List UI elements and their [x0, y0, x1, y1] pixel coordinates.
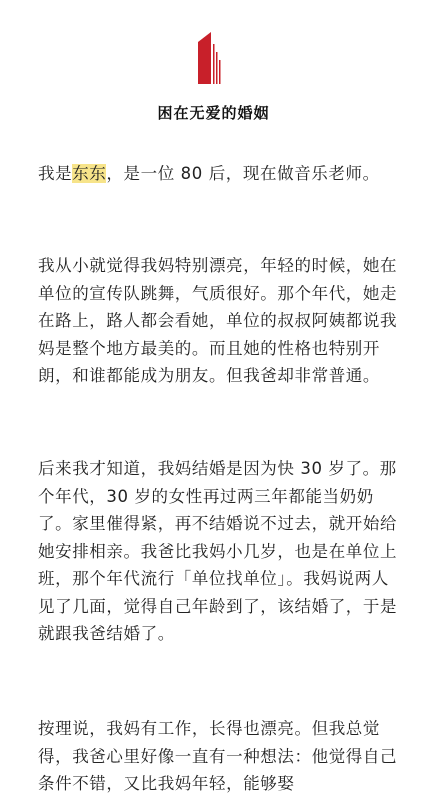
highlighted-name: 东东: [72, 164, 107, 183]
intro-text-before: 我是: [38, 164, 73, 183]
paragraph-father: 按理说，我妈有工作，长得也漂亮。但我总觉得，我爸心里好像一直有一种想法：他觉得自己条件不错，又比我妈年轻，能够娶: [38, 719, 398, 793]
article-title: 困在无爱的婚姻: [157, 104, 270, 122]
publication-logo: [194, 30, 224, 86]
paragraph-intro: [38, 160, 398, 188]
logo-icon: [194, 30, 224, 86]
paragraph-marriage: 后来我才知道，我妈结婚是因为快 30 岁了。那个年代，30 岁的女性再过两三年都能当奶奶了。家里催得紧，再不结婚说不过去，就开始给她安排相亲。我爸比我妈小几岁，也是在单位上班，那个年代流行「单位找单位」。我妈说两人见了几面，觉得自己年龄到了，该结婚了，于是就跟我爸结婚了。: [38, 459, 398, 643]
paragraph-mother: 我从小就觉得我妈特别漂亮，年轻的时候，她在单位的宣传队跳舞，气质很好。那个年代，她走在路上，路人都会看她，单位的叔叔阿姨都说我妈是整个地方最美的。而且她的性格也特别开朗，和谁都能成为朋友。但我爸却非常普通。: [38, 256, 398, 385]
intro-text-after: ，是一位 80 后，现在做音乐老师。: [106, 164, 380, 183]
